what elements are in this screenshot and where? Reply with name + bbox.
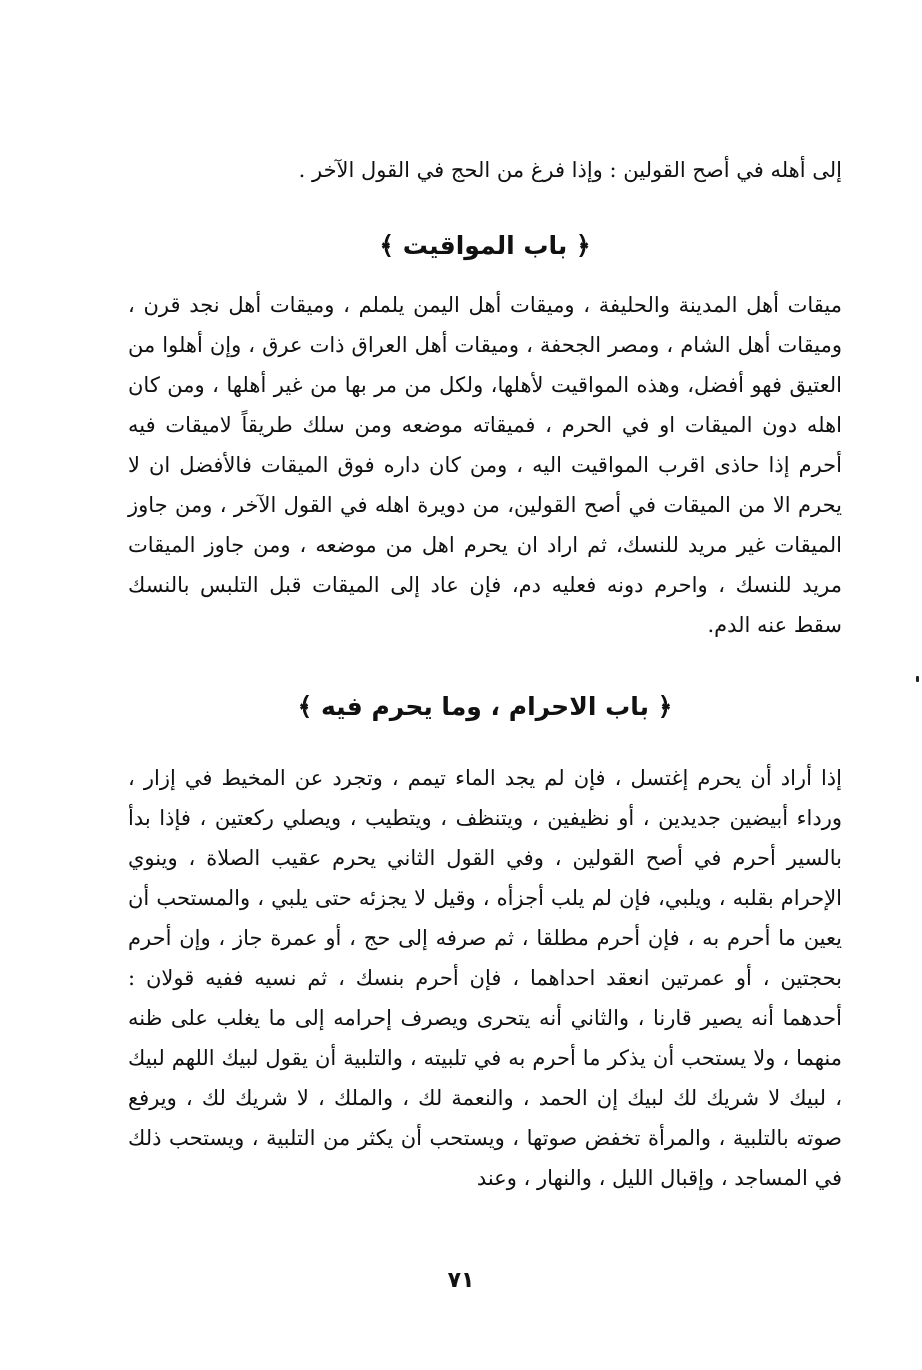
page-number: ٧١: [447, 1268, 475, 1293]
scan-speck: [916, 676, 919, 682]
paragraph-ihram: إذا أراد أن يحرم إغتسل ، فإن لم يجد الماء تيمم ، وتجرد عن المخيط في إزار ، ورداء أبيضين جديدين ، أو نظيفين ، ويتنظف ، ويتطيب ، ويصلي ركعتين ، فإذا بدأ بالسير أحرم في أصح القولين ، وفي القول الثاني يحرم عقيب الصلاة ، وينوي الإحرام بقلبه ، ويلبي، فإن لم يلب أجزأه ، وقيل لا يجزئه حتى يلبي ، والمستحب أن يعين ما أحرم به ، فإن أحرم مطلقا ، ثم صرفه إلى حج ، أو عمرة جاز ، وإن أحرم بحجتين ، أو عمرتين انعقد احداهما ، فإن أحرم بنسك ، ثم نسيه ففيه قولان : أحدهما أنه يصير قارنا ، والثاني أنه يتحرى ويصرف إحرامه إلى ما يغلب على ظنه منهما ، ولا يستحب أن يذكر ما أحرم به في تلبيته ، والتلبية أن يقول لبيك اللهم لبيك ، لبيك لا شريك لك لبيك إن الحمد ، والنعمة لك ، والملك ، لا شريك لك ، ويرفع صوته بالتلبية ، والمرأة تخفض صوتها ، ويستحب أن يكثر من التلبية ، ويستحب ذلك في المساجد ، وإقبال الليل ، والنهار ، وعند: [128, 766, 842, 1190]
intro-line: [128, 150, 842, 190]
section-heading-ihram: ﴿ باب الاحرام ، وما يحرم فيه ﴾: [297, 692, 673, 721]
intro-text: إلى أهله في أصح القولين : وإذا فرغ من الحج في القول الآخر .: [298, 158, 842, 182]
paragraph-mawaqit: ميقات أهل المدينة والحليفة ، وميقات أهل اليمن يلملم ، وميقات أهل نجد قرن ، وميقات أهل الشام ، ومصر الجحفة ، وميقات أهل العراق ذات عرق ، وإن أهلوا من العتيق فهو أفضل، وهذه المواقيت لأهلها، ولكل من مر بها من غير أهلها ، ومن كان اهله دون الميقات او في الحرم ، فميقاته موضعه ومن سلك طريقاً لاميقات فيه أحرم إذا حاذى اقرب المواقيت اليه ، ومن كان داره فوق الميقات فالأفضل ان لا يحرم الا من الميقات في أصح القولين، من دويرة اهله في القول الآخر ، ومن جاوز الميقات غير مريد للنسك، ثم اراد ان يحرم اهل من موضعه ، ومن جاوز الميقات مريد للنسك ، واحرم دونه فعليه دم، فإن عاد إلى الميقات قبل التلبس بالنسك سقط عنه الدم.: [128, 293, 842, 637]
section-body-mawaqit: [128, 285, 842, 645]
section-body-ihram: [128, 758, 842, 1198]
section-heading-mawaqit: ﴿ باب المواقيت ﴾: [379, 231, 591, 260]
